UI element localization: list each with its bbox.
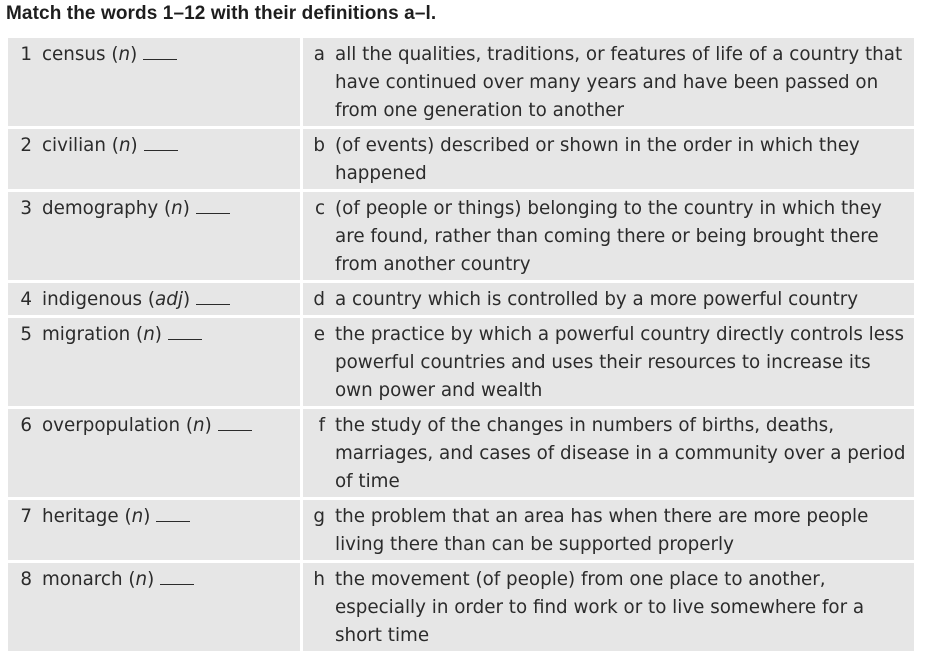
- part-of-speech: n: [131, 506, 144, 527]
- match-row: [8, 317, 914, 408]
- term-word: census: [42, 44, 106, 65]
- term-cell: 4 indigenous (adj): [8, 282, 302, 317]
- part-of-speech: n: [193, 415, 205, 436]
- part-of-speech: n: [143, 324, 155, 345]
- definition-wrap: [303, 286, 914, 314]
- definition-cell: [302, 128, 915, 191]
- match-row: [8, 408, 914, 499]
- term-number: 2: [20, 135, 32, 156]
- term-word: overpopulation: [42, 415, 181, 436]
- definition-wrap: [303, 503, 914, 559]
- definition-cell: [302, 282, 915, 317]
- answer-blank[interactable]: [196, 286, 230, 305]
- term-word: monarch: [42, 569, 123, 590]
- definition-text: the problem that an area has when there are more people living there than can be supported properly: [335, 506, 869, 555]
- answer-blank[interactable]: [156, 503, 190, 522]
- term-cell: 8 monarch (n): [8, 562, 302, 651]
- match-row: [8, 499, 914, 562]
- term-number: 8: [20, 569, 32, 590]
- answer-blank[interactable]: [144, 132, 178, 151]
- definition-wrap: [303, 41, 914, 125]
- definition-wrap: [303, 321, 914, 405]
- match-row: [8, 128, 914, 191]
- matching-table-body: [8, 38, 914, 651]
- definition-cell: [302, 562, 915, 651]
- part-of-speech: n: [118, 135, 131, 156]
- definition-text: (of people or things) belonging to the country in which they are found, rather than coming there or being brought there from another country: [335, 198, 882, 275]
- definition-wrap: [303, 412, 914, 496]
- definition-cell: [302, 38, 915, 128]
- match-row: [8, 38, 914, 128]
- definition-wrap: [303, 132, 914, 188]
- term-cell: 7 heritage (n): [8, 499, 302, 562]
- term-cell: 2 civilian (n): [8, 128, 302, 191]
- definition-letter: d: [313, 289, 325, 310]
- part-of-speech: n: [171, 198, 183, 219]
- definition-text: (of events) described or shown in the order in which they happened: [335, 135, 860, 184]
- term-number: 1: [20, 44, 32, 65]
- term-word: migration: [42, 324, 131, 345]
- exercise-instruction: Match the words 1–12 with their definitions a–l.: [6, 3, 437, 24]
- term-number: 5: [20, 324, 32, 345]
- answer-blank[interactable]: [218, 412, 252, 431]
- term-cell: 3 demography (n): [8, 191, 302, 282]
- term-cell: 1 census (n): [8, 38, 302, 128]
- answer-blank[interactable]: [168, 321, 202, 340]
- term-word: demography: [42, 198, 159, 219]
- definition-letter: c: [314, 198, 325, 219]
- definition-wrap: [303, 195, 914, 279]
- definition-text: the study of the changes in numbers of births, deaths, marriages, and cases of disease in a community over a period of time: [335, 415, 906, 492]
- definition-text: all the qualities, traditions, or features of life of a country that have continued over many years and have been passed on from one generation to another: [335, 44, 903, 121]
- definition-wrap: [303, 566, 914, 650]
- term-number: 6: [20, 415, 32, 436]
- definition-letter: f: [318, 415, 325, 436]
- definition-letter: h: [313, 569, 325, 590]
- definition-text: the practice by which a powerful country directly controls less powerful countries and uses their resources to increase its own power and wealth: [335, 324, 905, 401]
- part-of-speech: n: [135, 569, 148, 590]
- definition-text: a country which is controlled by a more powerful country: [335, 289, 859, 310]
- term-cell: 6 overpopulation (n): [8, 408, 302, 499]
- term-word: indigenous: [42, 289, 143, 310]
- definition-cell: [302, 408, 915, 499]
- definition-cell: [302, 499, 915, 562]
- definition-cell: [302, 317, 915, 408]
- matching-table: [8, 38, 914, 651]
- definition-text: the movement (of people) from one place to another, especially in order to find work or to live somewhere for a short time: [335, 569, 865, 646]
- term-word: heritage: [42, 506, 119, 527]
- term-number: 7: [20, 506, 32, 527]
- match-row: [8, 562, 914, 651]
- match-row: [8, 191, 914, 282]
- definition-letter: g: [313, 506, 325, 527]
- definition-letter: b: [313, 135, 325, 156]
- answer-blank[interactable]: [160, 566, 194, 585]
- term-word: civilian: [42, 135, 106, 156]
- match-row: [8, 282, 914, 317]
- definition-letter: e: [313, 324, 325, 345]
- term-cell: 5 migration (n): [8, 317, 302, 408]
- term-number: 4: [20, 289, 32, 310]
- answer-blank[interactable]: [196, 195, 230, 214]
- definition-cell: [302, 191, 915, 282]
- term-number: 3: [20, 198, 32, 219]
- answer-blank[interactable]: [143, 41, 177, 60]
- part-of-speech: n: [118, 44, 131, 65]
- part-of-speech: adj: [155, 289, 183, 310]
- definition-letter: a: [313, 44, 325, 65]
